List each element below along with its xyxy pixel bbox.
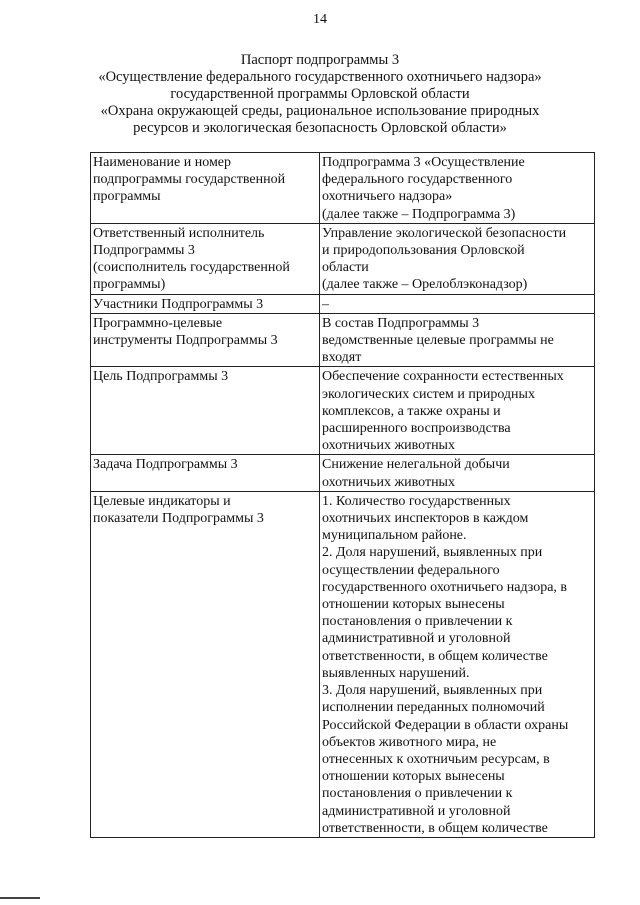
row-label-cell <box>91 223 320 294</box>
cell-line: инструменты Подпрограммы 3 <box>93 333 278 349</box>
row-value-cell <box>320 294 595 313</box>
cell-line: охотничьих животных <box>322 474 455 490</box>
cell-line: показатели Подпрограммы 3 <box>93 511 264 527</box>
cell-line: Цель Подпрограммы 3 <box>93 369 229 385</box>
cell-line: Подпрограммы 3 <box>93 243 195 259</box>
cell-line: административной и уголовной <box>322 631 511 647</box>
cell-line: Управление экологической безопасности <box>322 225 567 241</box>
cell-line: административной и уголовной <box>322 803 511 819</box>
cell-line: постановления о привлечении к <box>322 614 513 630</box>
cell-line: 1. Количество государственных <box>322 493 511 509</box>
cell-line: выявленных нарушений. <box>322 665 470 681</box>
row-value-cell <box>320 367 595 455</box>
cell-line: осуществлении федерального <box>322 562 500 578</box>
document-title <box>60 52 580 137</box>
cell-line: государственного охотничьего надзора, в <box>322 579 568 595</box>
cell-line: Обеспечение сохранности естественных <box>322 369 564 385</box>
row-label-cell <box>91 294 320 313</box>
cell-line: комплексов, а также охраны и <box>322 403 501 419</box>
cell-line: 3. Доля нарушений, выявленных при <box>322 683 543 699</box>
cell-line: расширенного воспроизводства <box>322 421 511 437</box>
cell-line: объектов животного мира, не <box>322 734 497 750</box>
title-line: «Охрана окружающей среды, рациональное использование природных <box>100 103 540 119</box>
cell-line: экологических систем и природных <box>322 386 535 402</box>
table-row <box>91 367 595 455</box>
cell-line: (далее также – Подпрограмма 3) <box>322 206 516 222</box>
cell-line: области <box>322 260 369 276</box>
cell-line: отношении которых вынесены <box>322 597 505 613</box>
cell-line: – <box>322 296 329 312</box>
cell-line: исполнении переданных полномочий <box>322 700 545 716</box>
cell-line: входят <box>322 350 362 366</box>
cell-line: В состав Подпрограммы 3 <box>322 315 480 331</box>
cell-line: Участники Подпрограммы 3 <box>93 296 264 312</box>
cell-line: Ответственный исполнитель <box>93 225 265 241</box>
cell-line: Подпрограмма 3 «Осуществление <box>322 155 525 170</box>
page-number: 14 <box>313 12 327 27</box>
page-edge-mark <box>0 897 40 899</box>
row-value-cell <box>320 313 595 367</box>
cell-line: (далее также – Орелоблэконадзор) <box>322 277 528 293</box>
row-value-cell <box>320 153 595 224</box>
cell-line: ответственности, в общем количестве <box>322 820 548 836</box>
table-row <box>91 294 595 313</box>
cell-line: охотничьих инспекторов в каждом <box>322 511 529 527</box>
cell-line: Наименование и номер <box>93 155 232 170</box>
cell-line: Снижение нелегальной добычи <box>322 457 510 473</box>
table-row <box>91 313 595 367</box>
cell-line: 2. Доля нарушений, выявленных при <box>322 545 543 561</box>
title-line: государственной программы Орловской области <box>170 86 470 102</box>
cell-line: ведомственные целевые программы не <box>322 333 554 349</box>
cell-line: подпрограммы государственной <box>93 172 286 188</box>
row-value-cell <box>320 455 595 491</box>
cell-line: постановления о привлечении к <box>322 786 513 802</box>
cell-line: Задача Подпрограммы 3 <box>93 457 238 473</box>
cell-line: программы <box>93 189 161 205</box>
table-row <box>91 223 595 294</box>
title-line: Паспорт подпрограммы 3 <box>240 52 400 68</box>
cell-line: Российской Федерации в области охраны <box>322 717 569 733</box>
table-row <box>91 455 595 491</box>
cell-line: ответственности, в общем количестве <box>322 648 548 664</box>
row-value-cell <box>320 223 595 294</box>
cell-line: и природопользования Орловской <box>322 243 525 259</box>
cell-line: федерального государственного <box>322 172 513 188</box>
row-value-cell <box>320 491 595 837</box>
cell-line: муниципальном районе. <box>322 528 467 544</box>
cell-line: (соисполнитель государственной <box>93 260 290 276</box>
row-label-cell <box>91 313 320 367</box>
table-row <box>91 153 595 224</box>
row-label-cell <box>91 153 320 224</box>
title-line: «Осуществление федерального государственного охотничьего надзора» <box>98 69 542 85</box>
row-label-cell <box>91 491 320 837</box>
cell-line: программы) <box>93 277 166 293</box>
cell-line: отношении которых вынесены <box>322 769 505 785</box>
row-label-cell <box>91 455 320 491</box>
table-row <box>91 491 595 837</box>
cell-line: отнесенных к охотничьим ресурсам, в <box>322 751 550 767</box>
cell-line: охотничьих животных <box>322 438 455 454</box>
row-label-cell <box>91 367 320 455</box>
passport-table <box>90 152 595 838</box>
title-line: ресурсов и экологическая безопасность Орловской области» <box>133 120 507 136</box>
cell-line: охотничьего надзора» <box>322 189 453 205</box>
cell-line: Программно-целевые <box>93 315 223 331</box>
cell-line: Целевые индикаторы и <box>93 493 231 509</box>
